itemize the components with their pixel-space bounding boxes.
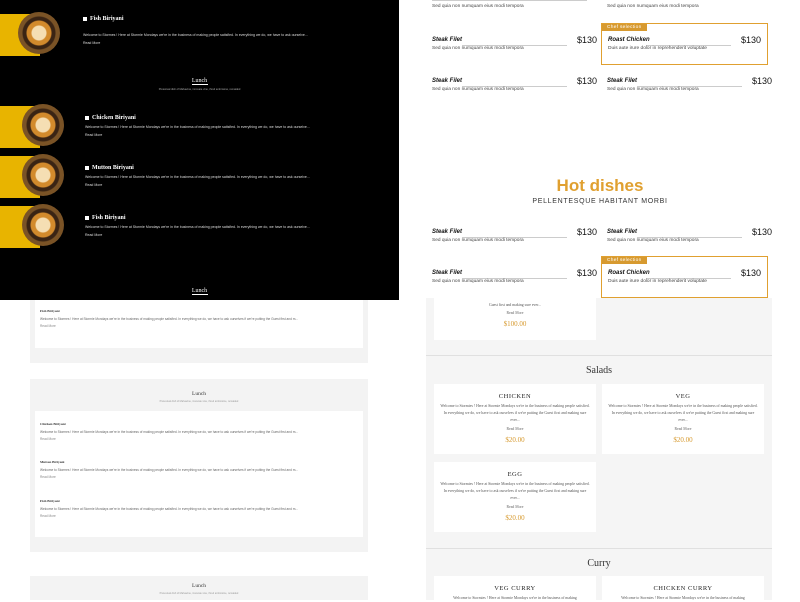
item-description: Welcome to Stormes ! Here at Stormie Mondays we're in the business of making people satisfied. In everything we do, we have to ask ourselves if we're putting the Guest first and m...	[40, 430, 299, 434]
item-price: $130	[576, 35, 597, 45]
card-description: Welcome to Stormies ! Here at Stormie Mondays we're in the business of making people satisfied. In everything we do, we have to ask ourselves if we're putting the Guest first and making sure ever...	[608, 404, 758, 422]
hot-dishes-title: Hot dishes	[556, 176, 644, 195]
dish-description: Welcome to Stormes ! Here at Stormie Mondays we're in the business of making people satisfied. In everything we do, we have to ask ourselve...	[85, 225, 310, 229]
dish-description: Welcome to Stormes ! Here at Stormie Mondays we're in the business of making people satisfied. In everything we do, we have to ask ourselve...	[83, 33, 308, 37]
dish-title[interactable]	[85, 215, 126, 221]
item-price: $130	[576, 227, 597, 237]
item-description: Sed quia non numquam eius modi tempora	[432, 4, 524, 9]
hot-dishes-subtitle: PELLENTESQUE HABITANT MORBI	[532, 198, 668, 205]
read-more-link[interactable]: Read More	[40, 324, 56, 328]
menu-card	[30, 379, 368, 552]
item-price: $130	[751, 227, 772, 237]
menu-item[interactable]	[432, 270, 597, 288]
item-price: $130	[740, 268, 761, 278]
item-description: Sed quia non numquam eius modi tempora	[607, 4, 699, 9]
item-description: Sed quia non numquam eius modi tempora	[432, 279, 524, 284]
square-bullet-icon	[85, 166, 89, 170]
menu-list	[35, 411, 363, 537]
dish-image	[18, 12, 60, 54]
item-description: Duis aute irure dolor in reprehenderit voluptate	[608, 46, 707, 51]
item-description: Sed quia non numquam eius modi tempora	[432, 238, 524, 243]
dish-name: Fish Biriyani	[92, 215, 126, 221]
menu-card	[602, 384, 764, 454]
dish-row	[0, 206, 399, 250]
dish-title[interactable]	[85, 115, 136, 121]
read-more-link[interactable]: Read More	[506, 505, 524, 509]
item-price: $130	[576, 76, 597, 86]
item-price: $130	[740, 35, 761, 45]
dish-description: Welcome to Stormes ! Here at Stormie Mondays we're in the business of making people satisfied. In everything we do, we have to ask ourselve...	[85, 125, 310, 129]
square-bullet-icon	[85, 116, 89, 120]
menu-card	[434, 462, 596, 532]
menu-item[interactable]	[432, 37, 597, 55]
section-subtitle: Pretextual dish of Malvacine, innovate vine, thred ambrosine, remaided	[159, 400, 239, 403]
dish-title[interactable]	[85, 165, 134, 171]
chef-selection-box	[601, 23, 768, 65]
item-description: Sed quia non numquam eius modi tempora	[607, 238, 699, 243]
read-more-link[interactable]: Read More	[85, 233, 103, 237]
section-title: Lunch	[191, 78, 208, 84]
category-title: Salads	[585, 365, 613, 376]
card-title[interactable]: VEG	[675, 393, 691, 400]
menu-card	[602, 576, 764, 600]
read-more-link[interactable]: Read More	[40, 475, 56, 479]
card-title[interactable]: EGG	[507, 471, 523, 478]
dish-row	[0, 156, 399, 200]
menu-card	[30, 576, 368, 600]
section-title: Lunch	[191, 288, 208, 294]
item-title[interactable]: Fish Biriyani	[40, 309, 60, 313]
section-title: Lunch	[191, 583, 207, 589]
chef-selection-badge: Chef selection	[602, 24, 647, 31]
section-subtitle: Pretextual dish of Malvacine, innovate vine, thred ambrosine, remaided	[159, 592, 239, 595]
dish-description: Welcome to Stormes ! Here at Stormie Mondays we're in the business of making people satisfied. In everything we do, we have to ask ourselve...	[85, 175, 310, 179]
item-description: Welcome to Stormes ! Here at Stormie Mondays we're in the business of making people satisfied. In everything we do, we have to ask ourselves if we're putting the Guest first and m...	[40, 468, 299, 472]
card-description: Welcome to Stormies ! Here at Stormie Mondays we're in the business of making	[453, 596, 577, 600]
card-price: $20.00	[673, 436, 693, 444]
menu-list	[35, 300, 363, 348]
read-more-link[interactable]: Read More	[506, 427, 524, 431]
menu-item[interactable]	[607, 229, 772, 247]
item-name: Steak Filet	[607, 229, 638, 235]
read-more-link[interactable]: Read More	[40, 437, 56, 441]
section-subtitle: Pretextual dish of Malvacine, innovate vine, thred ambrosine, remaided	[158, 88, 241, 91]
menu-card	[434, 298, 596, 340]
read-more-link[interactable]: Read More	[85, 183, 103, 187]
read-more-link[interactable]: Read More	[85, 133, 103, 137]
item-description: Welcome to Stormes ! Here at Stormie Mondays we're in the business of making people satisfied. In everything we do, we have to ask ourselves if we're putting the Guest first and m...	[40, 507, 299, 511]
chef-selection-badge: Chef selection	[602, 257, 647, 264]
item-name: Steak Filet	[432, 270, 463, 276]
menu-item[interactable]	[607, 78, 772, 96]
card-description: Welcome to Stormies ! Here at Stormie Mondays we're in the business of making people satisfied. In everything we do, we have to ask ourselves if we're putting the Guest first and making sure ever...	[440, 482, 590, 500]
square-bullet-icon	[85, 216, 89, 220]
menu-card	[434, 384, 596, 454]
menu-item[interactable]	[432, 229, 597, 247]
dish-row	[0, 106, 399, 150]
card-title[interactable]: CHICKEN	[498, 393, 532, 400]
dish-name: Mutton Biriyani	[92, 165, 134, 171]
read-more-link[interactable]: Read More	[40, 514, 56, 518]
menu-item[interactable]	[608, 270, 761, 288]
category-title: Curry	[587, 558, 611, 569]
item-name: Roast Chicken	[608, 37, 650, 43]
item-description: Sed quia non numquam eius modi tempora	[432, 46, 524, 51]
item-name: Roast Chicken	[608, 270, 650, 276]
card-price: $20.00	[505, 514, 525, 522]
dark-menu-panel	[0, 0, 399, 300]
item-price: $130	[751, 76, 772, 86]
card-title[interactable]: CHICKEN CURRY	[653, 585, 713, 592]
menu-card	[434, 576, 596, 600]
item-name: Steak Filet	[432, 37, 463, 43]
dish-name: Fish Biriyani	[90, 16, 124, 22]
read-more-link[interactable]: Read More	[506, 311, 524, 315]
dish-title[interactable]	[83, 16, 124, 22]
card-description: Welcome to Stormies ! Here at Stormie Mondays we're in the business of making people satisfied. In everything we do, we have to ask ourselves if we're putting the Guest first and making sure ever...	[440, 404, 590, 422]
item-name: Steak Filet	[432, 229, 463, 235]
item-description: Sed quia non numquam eius modi tempora	[432, 87, 524, 92]
card-description: Guest first and making sure ever...	[488, 303, 542, 307]
card-title[interactable]: VEG CURRY	[494, 585, 536, 592]
dish-image	[22, 154, 64, 196]
section-title: Lunch	[191, 391, 207, 397]
item-name: Steak Filet	[607, 78, 638, 84]
item-name: Steak Filet	[432, 78, 463, 84]
item-description: Duis aute irure dolor in reprehenderit voluptate	[608, 279, 707, 284]
card-description: Welcome to Stormies ! Here at Stormie Mondays we're in the business of making	[621, 596, 745, 600]
read-more-link[interactable]: Read More	[674, 427, 692, 431]
item-title[interactable]: Fish Biriyani	[40, 499, 60, 503]
dish-name: Chicken Biriyani	[92, 115, 136, 121]
card-price: $100.00	[503, 320, 527, 328]
item-description: Sed quia non numquam eius modi tempora	[607, 87, 699, 92]
dish-row	[0, 14, 399, 58]
menu-item[interactable]	[432, 78, 597, 96]
dish-image	[22, 104, 64, 146]
item-title[interactable]: Chicken Biriyani	[40, 422, 66, 426]
read-more-link[interactable]: Read More	[83, 41, 101, 45]
item-price: $130	[576, 268, 597, 278]
item-title[interactable]: Mutton Biriyani	[40, 460, 65, 464]
chef-selection-box	[601, 256, 768, 298]
dish-image	[22, 204, 64, 246]
card-price: $20.00	[505, 436, 525, 444]
item-description: Welcome to Stormes ! Here at Stormie Mondays we're in the business of making people satisfied. In everything we do, we have to ask ourselves if we're putting the Guest first and m...	[40, 317, 299, 321]
menu-card	[30, 300, 368, 363]
square-bullet-icon	[83, 17, 87, 21]
menu-item[interactable]	[608, 37, 761, 55]
